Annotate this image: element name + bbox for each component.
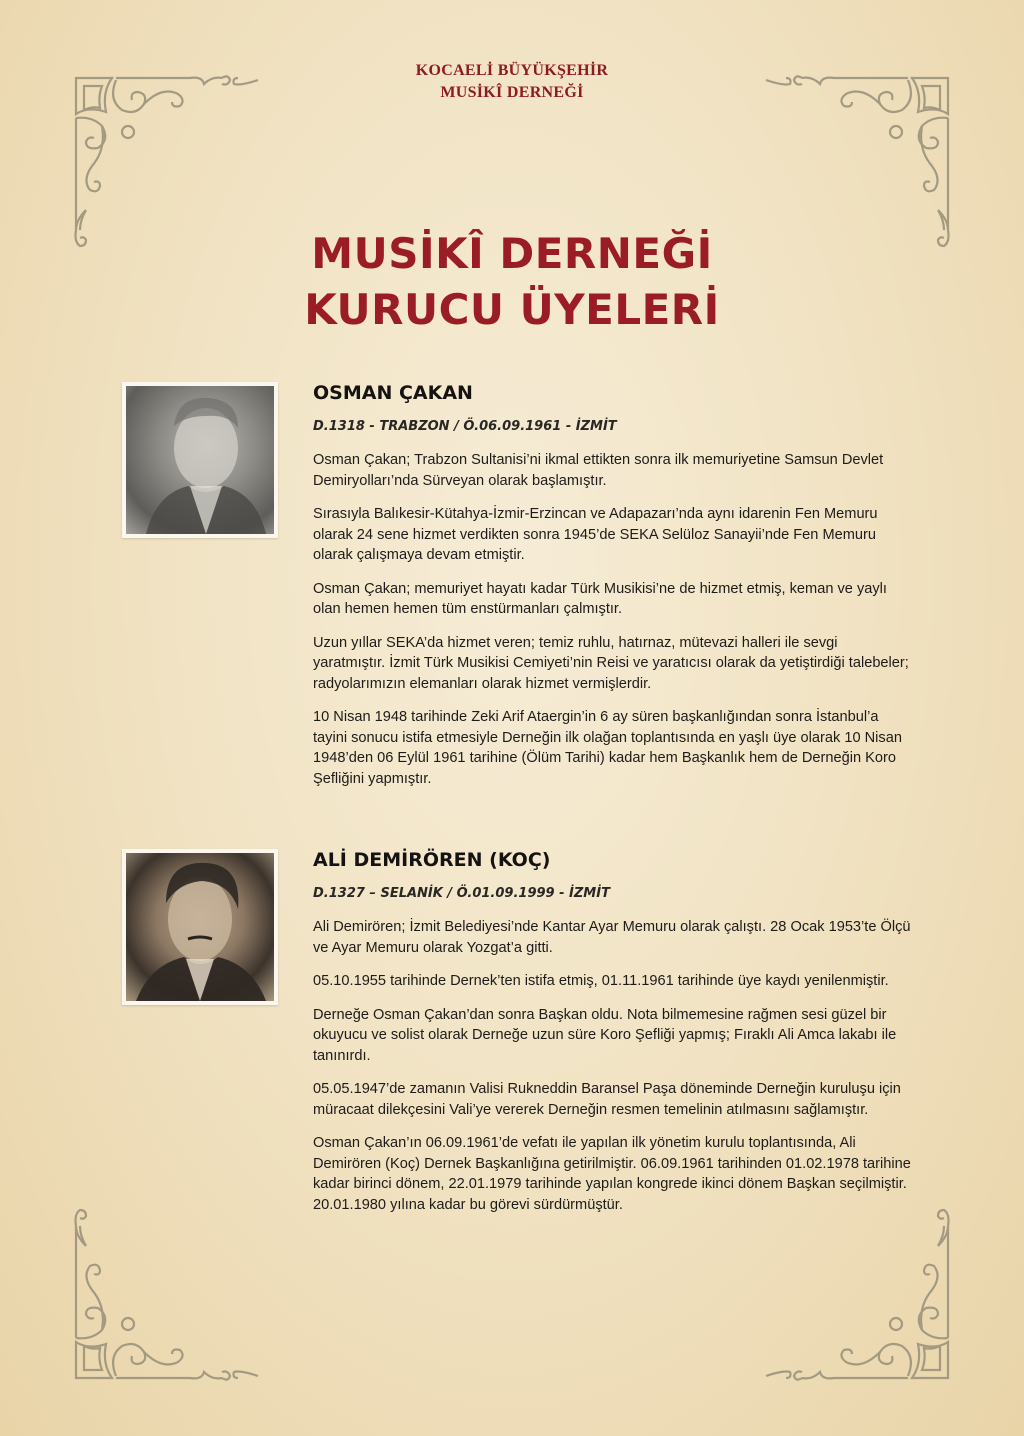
bio-paragraph: Osman Çakan; Trabzon Sultanisi’ni ikmal ettikten sonra ilk memuriyetine Samsun Devlet Demiryolları’nda Sürveyan olarak başlamıştır. bbox=[313, 452, 884, 489]
person-silhouette-icon bbox=[126, 853, 274, 1001]
scroll-ornament-icon bbox=[72, 1196, 262, 1386]
member-bio bbox=[313, 380, 913, 802]
title-line-1: MUSİKÎ DERNEĞİ bbox=[311, 229, 713, 278]
portrait-photo bbox=[122, 382, 278, 538]
member-name: ALİ DEMİRÖREN (KOÇ) bbox=[313, 849, 551, 871]
portrait-image bbox=[126, 386, 274, 534]
bio-paragraph: Sırasıyla Balıkesir-Kütahya-İzmir-Erzincan ve Adapazarı’nda aynı idarenin Fen Memuru olarak 24 sene hizmet verdikten sonra 1945’de SEKA Selüloz Sanayii’nde Fen Memuru olarak çalışmaya devam etmiştir. bbox=[313, 506, 878, 563]
portrait-photo bbox=[122, 849, 278, 1005]
bio-paragraph: Osman Çakan’ın 06.09.1961’de vefatı ile yapılan ilk yönetim kurulu toplantısında, Ali Demirören (Koç) Dernek Başkanlığına getirilmiştir. 06.09.1961 tarihinden 01.02.1978 tarihine kadar birinci dönem, 22.01.1979 tarihinde yapılan kongrede ikinci dönem Başkan seçilmiştir. 20.01.1980 yılına kadar bu görevi sürdürmüştür. bbox=[313, 1135, 911, 1213]
bio-paragraph: Osman Çakan; memuriyet hayatı kadar Türk Musikisi’ne de hizmet etmiş, keman ve yaylı olan hemen hemen tüm enstürmanları çalmıştır. bbox=[313, 580, 887, 617]
bio-paragraph: Ali Demirören; İzmit Belediyesi’nde Kantar Ayar Memuru olarak çalıştı. 28 Ocak 1953’te Ölçü ve Ayar Memuru olarak Yozgat’a gitti. bbox=[313, 919, 911, 956]
corner-ornament-bottom-left bbox=[72, 1196, 262, 1386]
member-name: OSMAN ÇAKAN bbox=[313, 382, 473, 404]
organization-logo-text bbox=[0, 60, 1024, 104]
person-silhouette-icon bbox=[126, 386, 274, 534]
portrait-image bbox=[126, 853, 274, 1001]
page-title bbox=[0, 226, 1024, 338]
org-line-2: MUSİKÎ DERNEĞİ bbox=[440, 84, 584, 101]
member-dates: D.1327 – SELANİK / Ö.01.09.1999 - İZMİT bbox=[313, 886, 610, 901]
title-line-2: KURUCU ÜYELERİ bbox=[304, 285, 720, 334]
bio-paragraph: 10 Nisan 1948 tarihinde Zeki Arif Ataergin’in 6 ay süren başkanlığından sonra İstanbul’a tayini sonucu istifa etmesiyle Derneğin ilk olağan toplantısında en yaşlı üye olarak 10 Nisan 1948’den 06 Eylül 1961 tarihine (Ölüm Tarihi) kadar hem Başkanlık hem de Derneğin Koro Şefliğini yapmıştır. bbox=[313, 709, 902, 787]
member-bio bbox=[313, 847, 913, 1228]
org-line-1: KOCAELİ BÜYÜKŞEHİR bbox=[415, 62, 609, 79]
member-dates: D.1318 - TRABZON / Ö.06.09.1961 - İZMİT bbox=[313, 419, 617, 434]
bio-paragraph: 05.05.1947’de zamanın Valisi Rukneddin Baransel Paşa döneminde Derneğin kuruluşu için müracaat dilekçesini Vali’ye vererek Derneğin resmen temelinin atılmasını sağlamıştır. bbox=[313, 1081, 901, 1118]
bio-paragraph: 05.10.1955 tarihinde Dernek’ten istifa etmiş, 01.11.1961 tarihinde üye kaydı yenilenmiştir. bbox=[313, 973, 889, 989]
bio-paragraph: Uzun yıllar SEKA’da hizmet veren; temiz ruhlu, hatırnaz, mütevazi halleri ile sevgi yaratmıştır. İzmit Türk Musikisi Cemiyeti’nin Reisi ve yaratıcısı olarak da yetiştirdiği talebeler; radyolarımızın elemanları olarak hizmet vermişlerdir. bbox=[313, 634, 909, 692]
bio-paragraph: Derneğe Osman Çakan’dan sonra Başkan oldu. Nota bilmemesine rağmen sesi güzel bir okuyucu ve solist olarak Derneğe uzun süre Koro Şefliği yapmış; Fıraklı Ali Amca lakabı ile tanınırdı. bbox=[313, 1006, 897, 1064]
